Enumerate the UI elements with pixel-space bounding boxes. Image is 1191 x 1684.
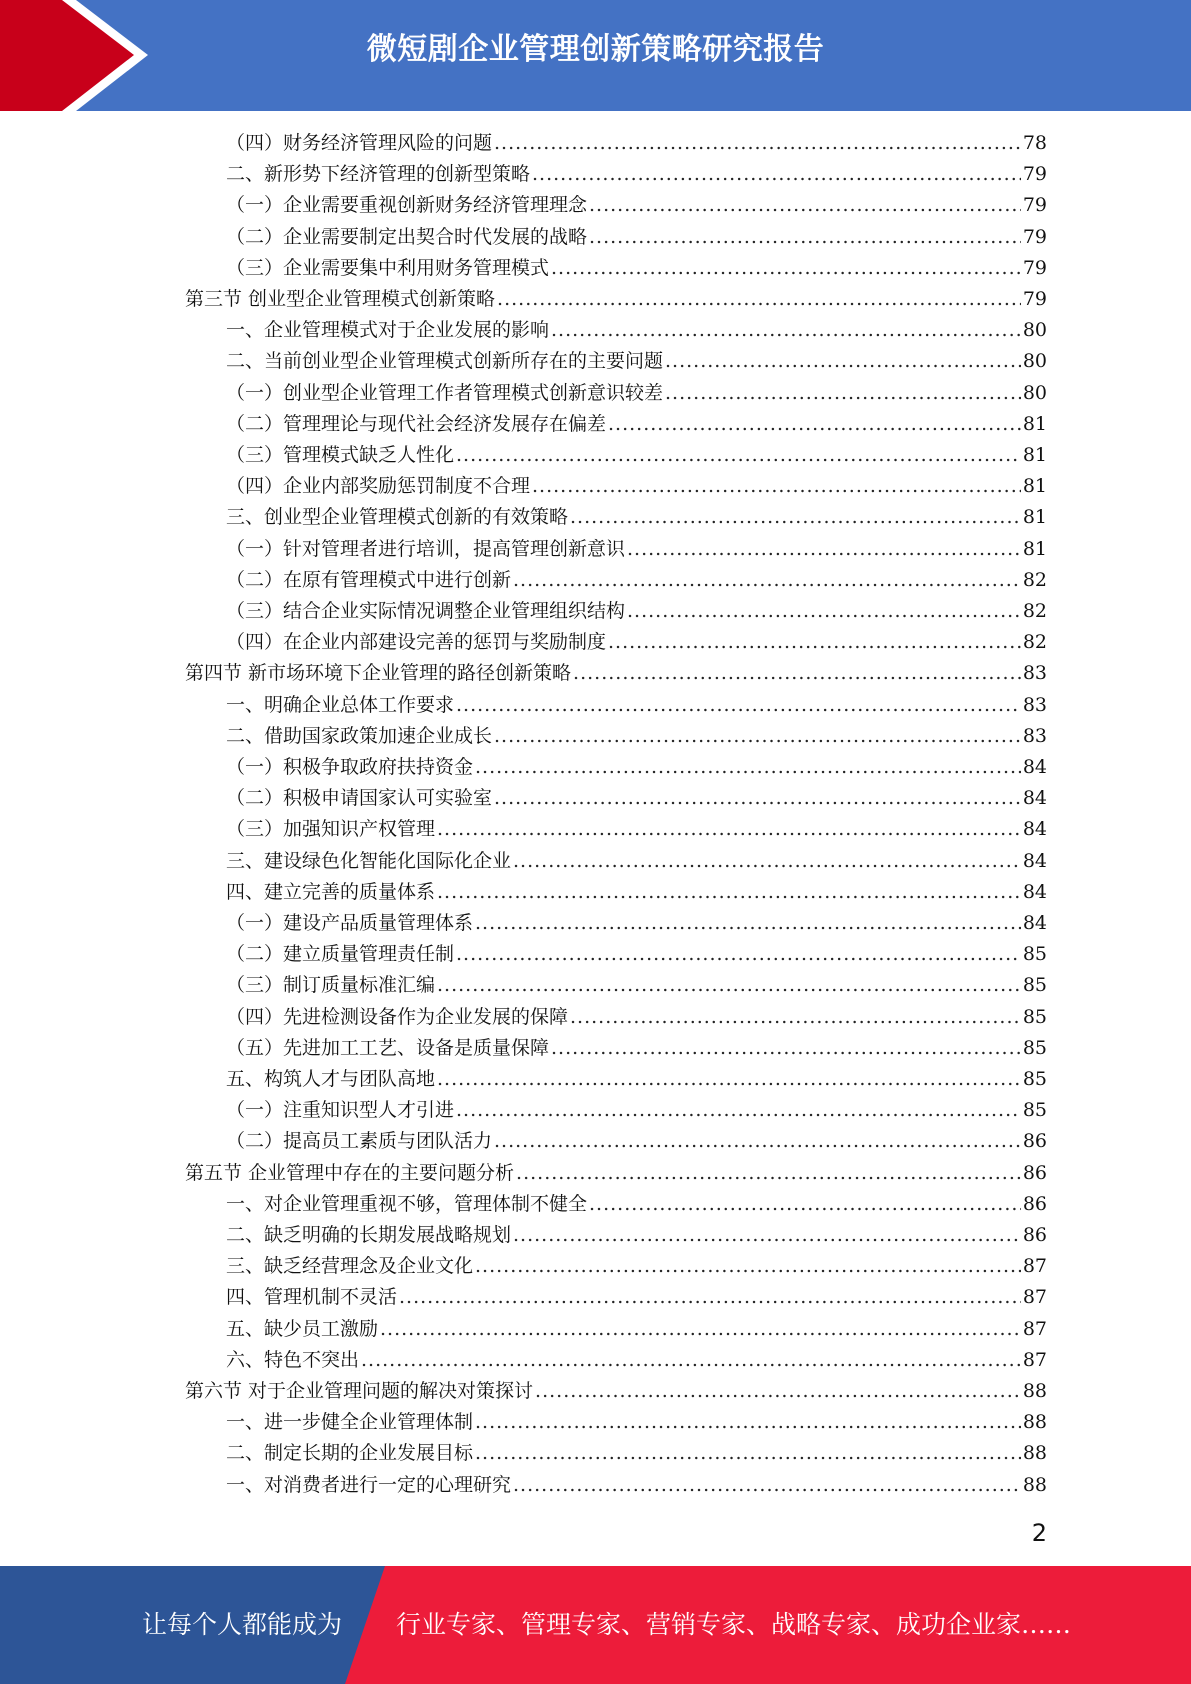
toc-entry[interactable]	[226, 222, 1047, 253]
toc-entry-page: 79	[1022, 288, 1047, 310]
toc-dot-leader	[608, 627, 1021, 658]
toc-entry-page: 84	[1022, 756, 1047, 778]
toc-entry[interactable]	[226, 1033, 1047, 1064]
toc-entry-label: 五、缺少员工激励	[226, 1318, 379, 1340]
toc-entry-page: 84	[1022, 818, 1047, 840]
toc-entry-page: 86	[1022, 1193, 1047, 1215]
toc-entry-page: 87	[1022, 1255, 1047, 1277]
toc-entry[interactable]	[226, 346, 1047, 377]
toc-dot-leader	[516, 1158, 1021, 1189]
toc-dot-leader	[608, 409, 1021, 440]
toc-dot-leader	[570, 1002, 1021, 1033]
toc-dot-leader	[532, 159, 1021, 190]
toc-dot-leader	[513, 846, 1021, 877]
toc-entry-page: 88	[1022, 1380, 1047, 1402]
toc-entry[interactable]	[226, 939, 1047, 970]
toc-entry-label: 五、构筑人才与团队高地	[226, 1068, 436, 1090]
page-number: 2	[1031, 1519, 1047, 1547]
toc-entry-page: 88	[1022, 1411, 1047, 1433]
toc-entry[interactable]	[226, 315, 1047, 346]
toc-entry-page: 81	[1022, 444, 1047, 466]
toc-entry-label: （二）管理理论与现代社会经济发展存在偏差	[226, 413, 607, 435]
toc-entry-page: 86	[1022, 1162, 1047, 1184]
toc-entry-page: 85	[1022, 1006, 1047, 1028]
toc-entry-page: 80	[1022, 319, 1047, 341]
toc-entry-page: 83	[1022, 694, 1047, 716]
toc-dot-leader	[494, 128, 1021, 159]
toc-entry-page: 79	[1022, 163, 1047, 185]
toc-entry[interactable]	[226, 1002, 1047, 1033]
toc-entry-label: 第四节 新市场环境下企业管理的路径创新策略	[185, 662, 572, 684]
toc-dot-leader	[570, 502, 1021, 533]
toc-dot-leader	[437, 970, 1021, 1001]
toc-entry-page: 81	[1022, 475, 1047, 497]
page-footer	[0, 1566, 1191, 1684]
toc-entry-page: 87	[1022, 1286, 1047, 1308]
toc-dot-leader	[513, 1470, 1021, 1501]
toc-entry-page: 84	[1022, 787, 1047, 809]
toc-entry-page: 86	[1022, 1130, 1047, 1152]
toc-entry-page: 88	[1022, 1474, 1047, 1496]
toc-entry[interactable]	[226, 814, 1047, 845]
toc-entry-label: （一）针对管理者进行培训，提高管理创新意识	[226, 538, 626, 560]
toc-entry-label: 一、企业管理模式对于企业发展的影响	[226, 319, 550, 341]
toc-entry-label: （二）建立质量管理责任制	[226, 943, 455, 965]
toc-dot-leader	[437, 814, 1021, 845]
toc-entry[interactable]	[226, 253, 1047, 284]
toc-entry-label: 二、新形势下经济管理的创新型策略	[226, 163, 531, 185]
toc-entry[interactable]	[185, 658, 1047, 689]
toc-entry-label: （二）企业需要制定出契合时代发展的战略	[226, 226, 588, 248]
toc-entry-page: 79	[1022, 257, 1047, 279]
toc-dot-leader	[551, 315, 1021, 346]
toc-entry-page: 79	[1022, 226, 1047, 248]
toc-entry-page: 88	[1022, 1442, 1047, 1464]
toc-entry-label: （三）管理模式缺乏人性化	[226, 444, 455, 466]
toc-entry[interactable]	[226, 1064, 1047, 1095]
footer-slogan-right: 行业专家、管理专家、营销专家、战略专家、成功企业家……	[396, 1610, 1072, 1639]
toc-entry[interactable]	[226, 440, 1047, 471]
toc-entry-page: 85	[1022, 1037, 1047, 1059]
toc-dot-leader	[456, 939, 1021, 970]
toc-entry-label: 二、当前创业型企业管理模式创新所存在的主要问题	[226, 350, 664, 372]
toc-entry-page: 80	[1022, 350, 1047, 372]
toc-entry[interactable]	[226, 1470, 1047, 1501]
toc-dot-leader	[475, 1251, 1021, 1282]
toc-entry-page: 79	[1022, 194, 1047, 216]
toc-dot-leader	[665, 378, 1021, 409]
toc-entry[interactable]	[226, 534, 1047, 565]
toc-entry[interactable]	[226, 1095, 1047, 1126]
toc-entry-label: 六、特色不突出	[226, 1349, 360, 1371]
toc-dot-leader	[627, 596, 1021, 627]
toc-entry-label: 第五节 企业管理中存在的主要问题分析	[185, 1162, 515, 1184]
toc-entry[interactable]	[226, 1251, 1047, 1282]
toc-entry[interactable]	[226, 1189, 1047, 1220]
toc-entry-page: 81	[1022, 413, 1047, 435]
toc-entry[interactable]	[226, 502, 1047, 533]
toc-dot-leader	[494, 783, 1021, 814]
toc-dot-leader	[380, 1314, 1021, 1345]
toc-entry-label: （一）积极争取政府扶持资金	[226, 756, 474, 778]
toc-dot-leader	[437, 1064, 1021, 1095]
toc-entry[interactable]	[226, 471, 1047, 502]
toc-entry[interactable]	[226, 596, 1047, 627]
toc-entry-label: 二、制定长期的企业发展目标	[226, 1442, 474, 1464]
toc-entry-label: 二、借助国家政策加速企业成长	[226, 725, 493, 747]
toc-entry-label: （三）加强知识产权管理	[226, 818, 436, 840]
toc-dot-leader	[551, 1033, 1021, 1064]
toc-entry-page: 82	[1022, 600, 1047, 622]
toc-entry[interactable]	[226, 1438, 1047, 1469]
toc-dot-leader	[513, 565, 1021, 596]
toc-dot-leader	[573, 658, 1021, 689]
toc-entry-label: 四、管理机制不灵活	[226, 1286, 398, 1308]
toc-entry[interactable]	[226, 908, 1047, 939]
toc-dot-leader	[589, 222, 1021, 253]
toc-entry-page: 81	[1022, 506, 1047, 528]
toc-dot-leader	[475, 752, 1021, 783]
toc-dot-leader	[494, 721, 1021, 752]
toc-dot-leader	[475, 908, 1021, 939]
toc-entry-label: （五）先进加工工艺、设备是质量保障	[226, 1037, 550, 1059]
toc-entry-label: （一）建设产品质量管理体系	[226, 912, 474, 934]
toc-entry[interactable]	[226, 752, 1047, 783]
toc-entry[interactable]	[185, 1376, 1047, 1407]
toc-entry-label: （二）在原有管理模式中进行创新	[226, 569, 512, 591]
toc-entry[interactable]	[226, 1345, 1047, 1376]
toc-entry-page: 83	[1022, 662, 1047, 684]
toc-entry[interactable]	[226, 1407, 1047, 1438]
toc-entry[interactable]	[226, 565, 1047, 596]
toc-entry-page: 85	[1022, 1068, 1047, 1090]
toc-entry[interactable]	[226, 783, 1047, 814]
toc-dot-leader	[437, 877, 1021, 908]
toc-entry[interactable]	[226, 1220, 1047, 1251]
toc-entry-label: （二）积极申请国家认可实验室	[226, 787, 493, 809]
toc-entry[interactable]	[185, 284, 1047, 315]
toc-dot-leader	[665, 346, 1021, 377]
toc-entry[interactable]	[226, 970, 1047, 1001]
toc-entry-page: 78	[1022, 132, 1047, 154]
toc-entry-label: 一、对企业管理重视不够，管理体制不健全	[226, 1193, 588, 1215]
toc-entry[interactable]	[226, 1126, 1047, 1157]
toc-entry-page: 86	[1022, 1224, 1047, 1246]
toc-entry-page: 85	[1022, 943, 1047, 965]
toc-entry-page: 87	[1022, 1349, 1047, 1371]
toc-entry-label: 二、缺乏明确的长期发展战略规划	[226, 1224, 512, 1246]
toc-entry[interactable]	[185, 1158, 1047, 1189]
toc-entry[interactable]	[226, 159, 1047, 190]
toc-dot-leader	[589, 190, 1021, 221]
toc-entry-label: 三、缺乏经营理念及企业文化	[226, 1255, 474, 1277]
toc-entry[interactable]	[226, 1314, 1047, 1345]
toc-dot-leader	[513, 1220, 1021, 1251]
toc-dot-leader	[475, 1407, 1021, 1438]
page-header	[0, 0, 1191, 111]
toc-entry-page: 85	[1022, 974, 1047, 996]
toc-entry-label: （四）在企业内部建设完善的惩罚与奖励制度	[226, 631, 607, 653]
toc-dot-leader	[361, 1345, 1021, 1376]
toc-entry-label: （二）提高员工素质与团队活力	[226, 1130, 493, 1152]
document-title: 微短剧企业管理创新策略研究报告	[366, 32, 825, 67]
toc-dot-leader	[456, 440, 1021, 471]
toc-entry-label: （三）企业需要集中利用财务管理模式	[226, 257, 550, 279]
toc-dot-leader	[494, 1126, 1021, 1157]
toc-entry-label: （一）注重知识型人才引进	[226, 1099, 455, 1121]
toc-entry-label: 一、对消费者进行一定的心理研究	[226, 1474, 512, 1496]
toc-entry-page: 80	[1022, 382, 1047, 404]
toc-dot-leader	[589, 1189, 1021, 1220]
toc-dot-leader	[535, 1376, 1021, 1407]
toc-entry-label: （四）企业内部奖励惩罚制度不合理	[226, 475, 531, 497]
toc-entry-page: 87	[1022, 1318, 1047, 1340]
toc-entry[interactable]	[226, 721, 1047, 752]
toc-dot-leader	[627, 534, 1021, 565]
toc-entry[interactable]	[226, 690, 1047, 721]
toc-entry[interactable]	[226, 190, 1047, 221]
toc-entry-label: （三）制订质量标准汇编	[226, 974, 436, 996]
toc-entry-label: （一）企业需要重视创新财务经济管理理念	[226, 194, 588, 216]
toc-entry-label: （四）财务经济管理风险的问题	[226, 132, 493, 154]
toc-entry-label: （三）结合企业实际情况调整企业管理组织结构	[226, 600, 626, 622]
toc-entry-page: 81	[1022, 538, 1047, 560]
toc-entry-page: 82	[1022, 631, 1047, 653]
toc-entry-page: 84	[1022, 912, 1047, 934]
toc-dot-leader	[456, 690, 1021, 721]
toc-entry-page: 84	[1022, 850, 1047, 872]
toc-entry[interactable]	[226, 128, 1047, 159]
toc-entry[interactable]	[226, 846, 1047, 877]
toc-entry-label: 第六节 对于企业管理问题的解决对策探讨	[185, 1380, 534, 1402]
toc-entry-label: （四）先进检测设备作为企业发展的保障	[226, 1006, 569, 1028]
toc-entry-label: 三、建设绿色化智能化国际化企业	[226, 850, 512, 872]
toc-dot-leader	[475, 1438, 1021, 1469]
toc-entry-label: 第三节 创业型企业管理模式创新策略	[185, 288, 496, 310]
toc-entry-page: 83	[1022, 725, 1047, 747]
toc-entry-label: （一）创业型企业管理工作者管理模式创新意识较差	[226, 382, 664, 404]
toc-entry-label: 三、创业型企业管理模式创新的有效策略	[226, 506, 569, 528]
toc-dot-leader	[399, 1282, 1021, 1313]
toc-dot-leader	[497, 284, 1021, 315]
toc-dot-leader	[551, 253, 1021, 284]
toc-entry-page: 85	[1022, 1099, 1047, 1121]
toc-entry-label: 一、进一步健全企业管理体制	[226, 1411, 474, 1433]
toc-entry[interactable]	[226, 409, 1047, 440]
footer-slogan-left: 让每个人都能成为	[142, 1610, 343, 1639]
toc-dot-leader	[456, 1095, 1021, 1126]
toc-entry[interactable]	[226, 877, 1047, 908]
toc-dot-leader	[532, 471, 1021, 502]
toc-entry-page: 82	[1022, 569, 1047, 591]
toc-entry[interactable]	[226, 378, 1047, 409]
toc-entry-label: 一、明确企业总体工作要求	[226, 694, 455, 716]
toc-entry[interactable]	[226, 627, 1047, 658]
toc-entry[interactable]	[226, 1282, 1047, 1313]
toc-entry-label: 四、建立完善的质量体系	[226, 881, 436, 903]
toc-entry-page: 84	[1022, 881, 1047, 903]
